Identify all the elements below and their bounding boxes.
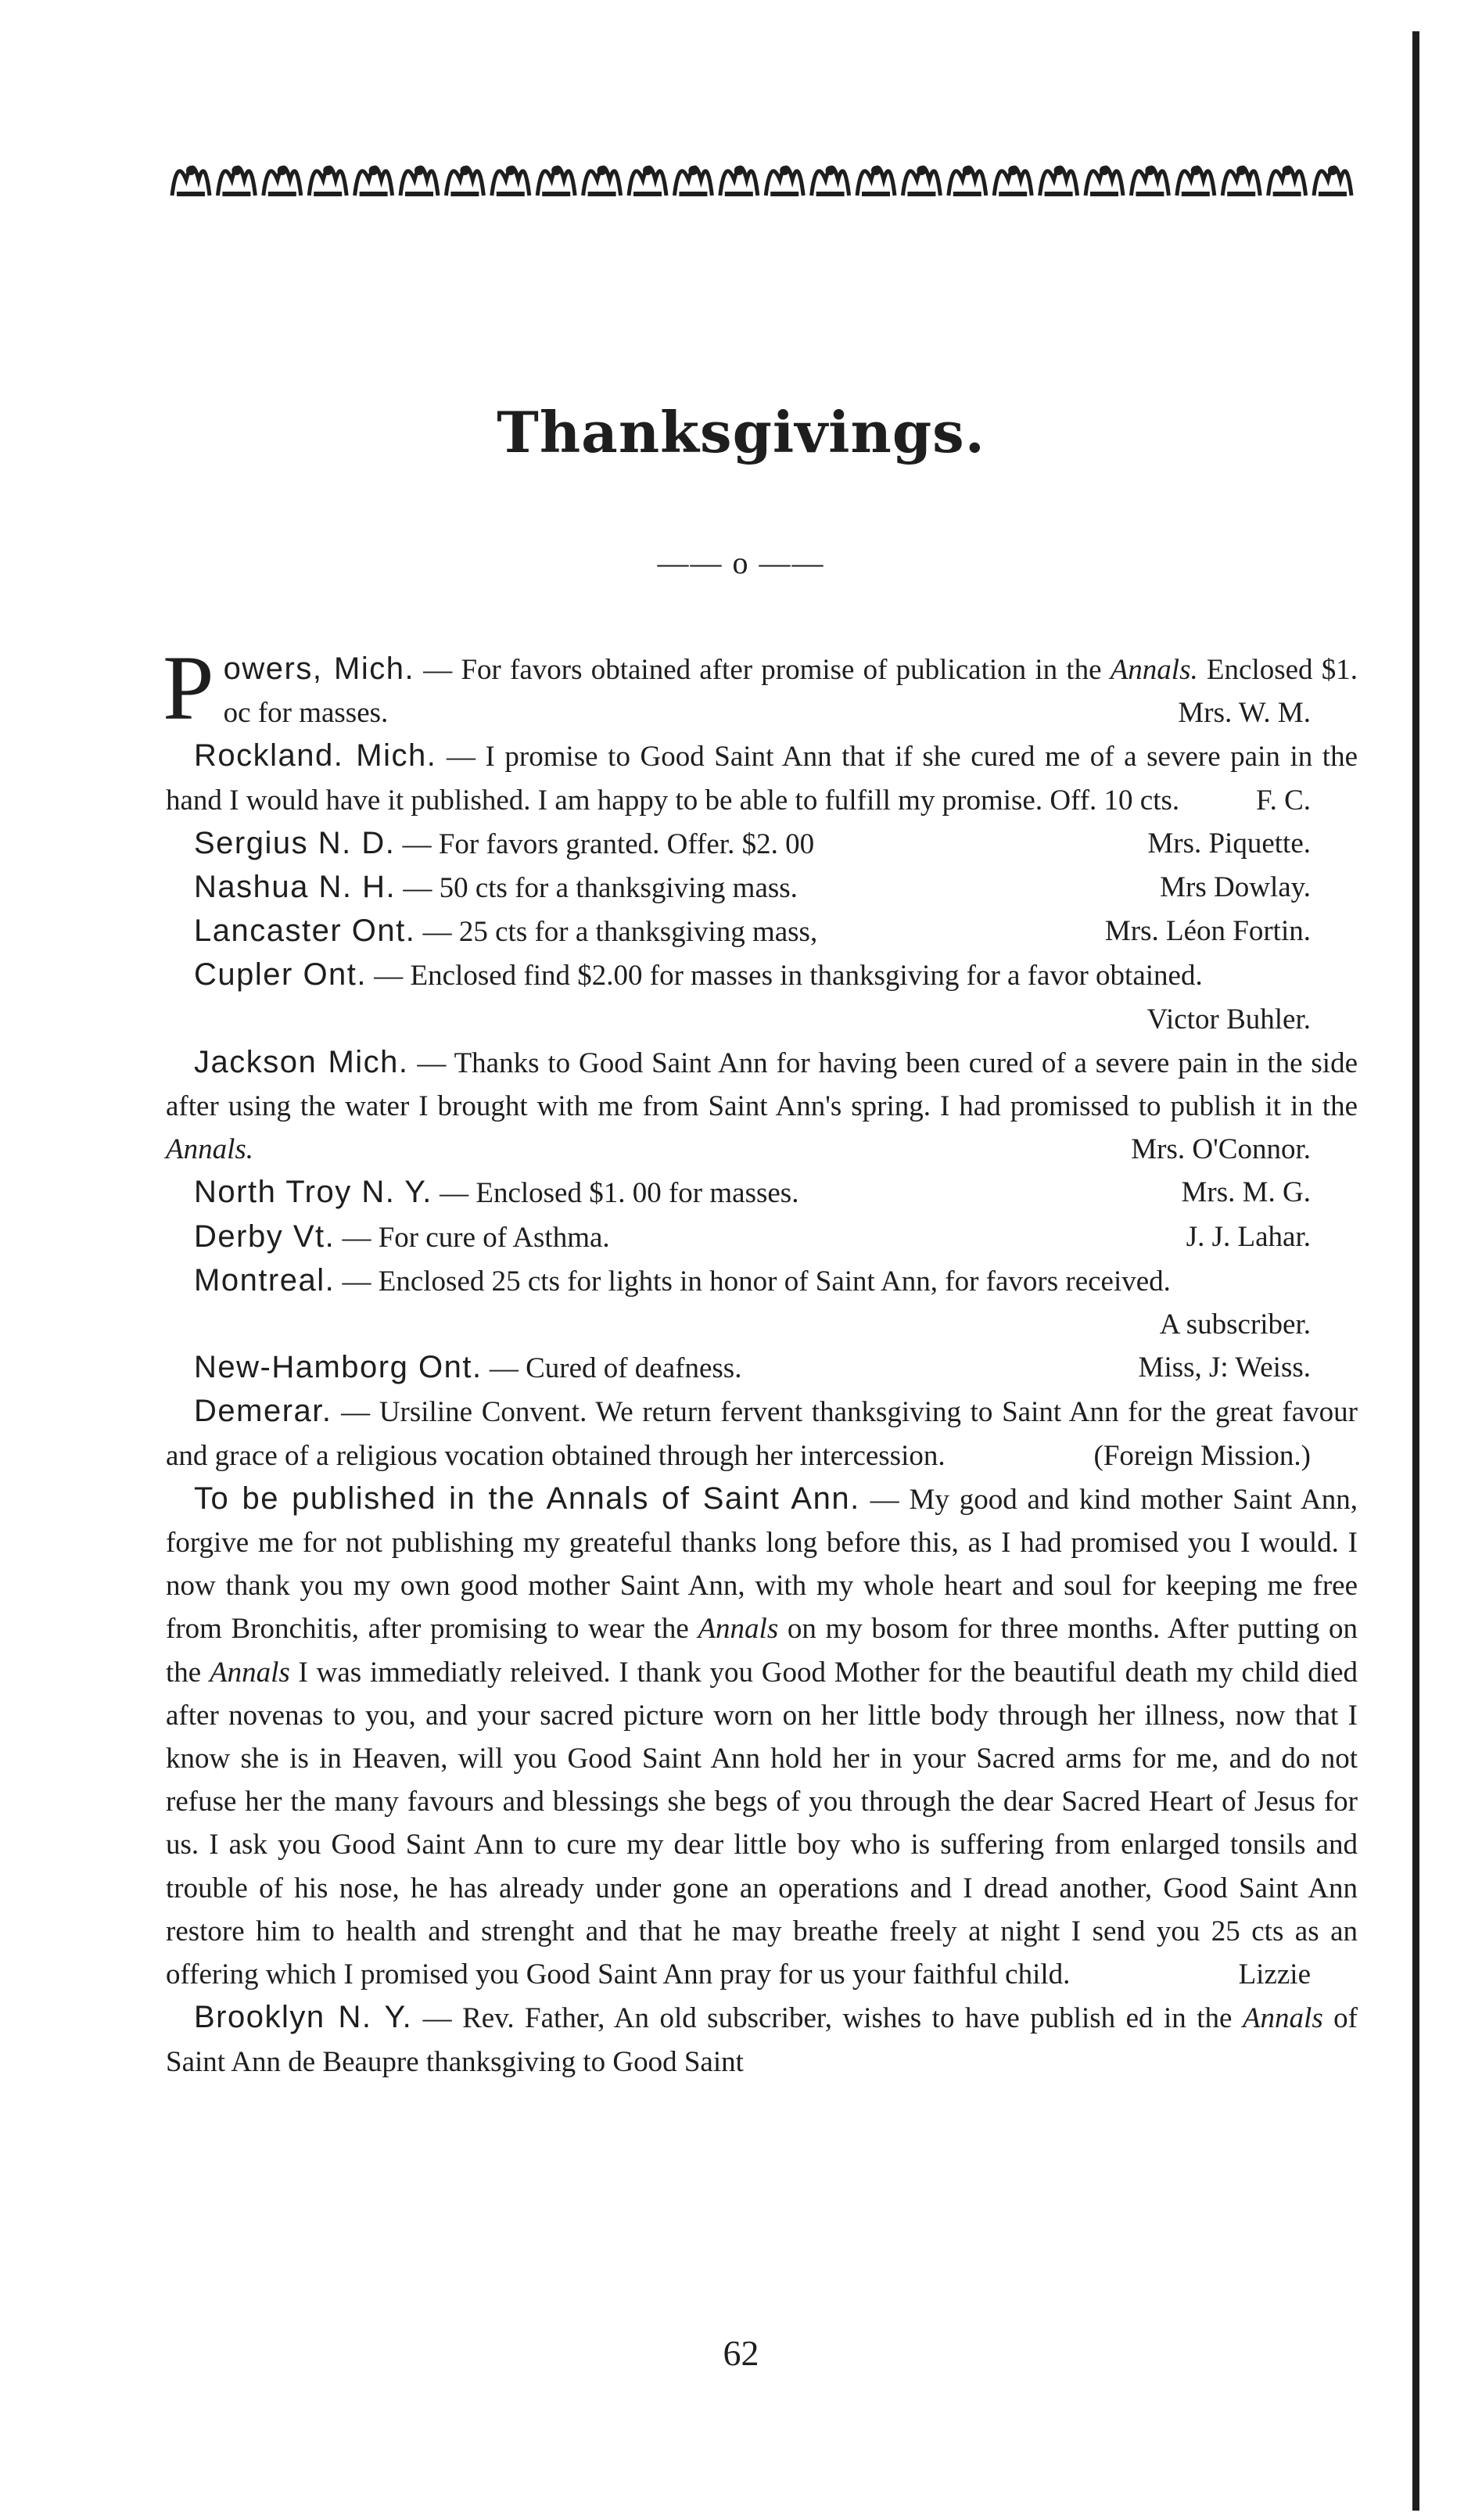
- entry-signature: (Foreign Mission.): [1093, 1439, 1311, 1472]
- entry-cupler: [166, 953, 1358, 1036]
- entry-body: — I promise to Good Saint Ann that if she cured me of a severe pain in the hand I would have it published. I am happy to be able to fulfill my promise. Off. 10 cts.: [166, 741, 1358, 817]
- entry-place: Demerar.: [194, 1394, 332, 1429]
- entry-body: — 50 cts for a thanksgiving mass.: [396, 872, 798, 905]
- entry-signature: Victor Buhler.: [1146, 1003, 1311, 1036]
- entry-new-hamborg: [166, 1346, 1358, 1390]
- entry-place: New-Hamborg Ont.: [194, 1350, 483, 1385]
- entry-place: Lancaster Ont.: [194, 914, 416, 949]
- entry-signature: Mrs Dowlay.: [1160, 871, 1311, 904]
- entry-jackson: [166, 1041, 1358, 1172]
- page-title: Thanksgivings.: [497, 399, 985, 465]
- entry-emphasis: Annals: [698, 1613, 779, 1646]
- ornament-motif: [1314, 166, 1351, 196]
- entry-nashua: [166, 866, 1358, 910]
- page-number: 62: [723, 2333, 759, 2373]
- thanksgiving-list: [163, 637, 1358, 2084]
- ornament-motif: [217, 166, 255, 196]
- ornament-motif: [1177, 166, 1215, 196]
- ornament-motif: [629, 166, 666, 196]
- entry-body: — For cure of Asthma.: [335, 1221, 610, 1254]
- ornament-motif: [902, 166, 940, 196]
- ornament-motif: [720, 166, 758, 196]
- entry-body: — Enclosed find $2.00 for masses in thanksgiving for a favor obtained.: [367, 960, 1203, 993]
- ornament-motif: [1268, 166, 1306, 196]
- ornament-motif: [994, 166, 1032, 196]
- entry-signature: Mrs. M. G.: [1181, 1176, 1311, 1209]
- decorative-border-ornament: [169, 149, 1356, 205]
- entry-emphasis: Annals: [1242, 2002, 1323, 2035]
- entry-place: Cupler Ont.: [194, 957, 368, 993]
- entry-signature: Lizzie: [1238, 1958, 1311, 1991]
- entry-body: — Thanks to Good Saint Ann for having been cured of a severe pain in the side after using the water I brought with me from Saint Ann's spring. I had promissed to publish it in the: [166, 1046, 1358, 1123]
- ornament-motif: [492, 166, 529, 196]
- entry-body: — Enclosed $1. 00 for masses.: [432, 1177, 799, 1210]
- entry-body: — My good and kind mother Saint Ann, forgive me for not publishing my greateful thanks long before this, as I had promised you I would. I now thank you my own good mother Saint Ann, with my whole heart and soul for keeping me free from Bronchitis, after promising to wear the: [166, 1483, 1358, 1646]
- entry-signature: Mrs. O'Connor.: [1131, 1133, 1311, 1166]
- ornament-motif: [172, 166, 210, 196]
- ornament-motif: [1085, 166, 1123, 196]
- entry-emphasis: Annals.: [1110, 654, 1198, 686]
- entry-body: — For favors granted. Offer. $2. 00: [395, 827, 815, 860]
- ornament-motif: [400, 166, 438, 196]
- entry-body: — For favors obtained after promise of publication in the: [414, 654, 1111, 686]
- entry-body: — Ursiline Convent. We return fervent thanksgiving to Saint Ann for the great favour and grace of a religious vocation obtained through her intercession.: [166, 1396, 1358, 1472]
- ornament-motif: [537, 166, 575, 196]
- entry-body: Enclosed $1. oc for masses.: [223, 654, 1358, 730]
- entry-place: To be published in the Annals of Saint Ann.: [194, 1481, 860, 1516]
- entry-signature: Mrs. W. M.: [1178, 697, 1311, 730]
- entry-north-troy: [166, 1171, 1358, 1215]
- entry-signature: J. J. Lahar.: [1186, 1220, 1311, 1253]
- entry-body: on my bosom for three months. After putting on the: [166, 1613, 1358, 1689]
- entry-brooklyn: [166, 1996, 1358, 2083]
- ornament-motif: [812, 166, 849, 196]
- entry-place: Jackson Mich.: [194, 1044, 409, 1079]
- ornament-motif: [355, 166, 393, 196]
- ornament-motif: [949, 166, 986, 196]
- ornament-motif: [1131, 166, 1168, 196]
- ornament-motif: [1222, 166, 1260, 196]
- entry-emphasis: Annals.: [166, 1133, 254, 1166]
- entry-derby: [166, 1215, 1358, 1259]
- ornament-motif: [264, 166, 301, 196]
- title-divider: —— o ——: [657, 545, 825, 580]
- ornament-motif: [309, 166, 346, 196]
- entry-place: Rockland. Mich.: [194, 738, 437, 774]
- entry-place: owers, Mich.: [223, 652, 415, 686]
- ornament-motif: [446, 166, 483, 196]
- entry-lancaster: [166, 910, 1358, 953]
- entry-place: Derby Vt.: [194, 1219, 336, 1254]
- ornament-motif: [583, 166, 621, 196]
- entry-place: Nashua N. H.: [194, 870, 397, 905]
- entry-signature: A subscriber.: [1159, 1308, 1311, 1341]
- entry-rockland: [166, 734, 1358, 821]
- ornament-motif: [766, 166, 803, 196]
- entry-signature: Miss, J: Weiss.: [1138, 1352, 1311, 1384]
- entry-body: — Rev. Father, An old subscriber, wishes to have publish ed in the: [412, 2002, 1243, 2035]
- ornament-motif: [1040, 166, 1078, 196]
- entry-place: North Troy N. Y.: [194, 1175, 432, 1210]
- ornament-motif: [857, 166, 895, 196]
- entry-to-be-published: [166, 1477, 1358, 1996]
- ornament-motif: [674, 166, 712, 196]
- entry-place: Montreal.: [194, 1262, 336, 1298]
- entry-emphasis: Annals: [209, 1656, 290, 1689]
- entry-body: — Enclosed 25 cts for lights in honor of Saint Ann, for favors received.: [335, 1265, 1171, 1298]
- entry-signature: Mrs. Léon Fortin.: [1104, 915, 1311, 948]
- entry-place: Sergius N. D.: [194, 825, 396, 860]
- entry-powers: [163, 637, 1358, 739]
- entry-signature: Mrs. Piquette.: [1147, 827, 1311, 860]
- entry-body: — 25 cts for a thanksgiving mass,: [415, 916, 818, 949]
- entry-sergius: [166, 822, 1358, 866]
- entry-montreal: [166, 1259, 1358, 1341]
- entry-place: Brooklyn N. Y.: [194, 2000, 413, 2035]
- drop-cap: P: [163, 637, 214, 739]
- entry-body: — Cured of deafness.: [482, 1352, 742, 1385]
- entry-body: of Saint Ann de Beaupre thanksgiving to Good Saint: [166, 2002, 1358, 2078]
- entry-demerar: [166, 1390, 1358, 1477]
- entry-signature: F. C.: [1255, 784, 1311, 817]
- entry-body: I was immediatly releived. I thank you Good Mother for the beautiful death my child died after novenas to you, and your sacred picture worn on her little body through her illness, now that I know she is in Heaven, will you Good Saint Ann hold her in your Sacred arms for me, and do not refuse her the many favours and blessings she begs of you through the dear Sacred Heart of Jesus for us. I ask you Good Saint Ann to cure my dear little boy who is suffering from enlarged tonsils and trouble of his nose, he has already under gone an operations and I dread another, Good Saint Ann restore him to health and strenght and that he may breathe freely at night I send you 25 cts as an offering which I promised you Good Saint Ann pray for us your faithful child.: [166, 1656, 1358, 1991]
